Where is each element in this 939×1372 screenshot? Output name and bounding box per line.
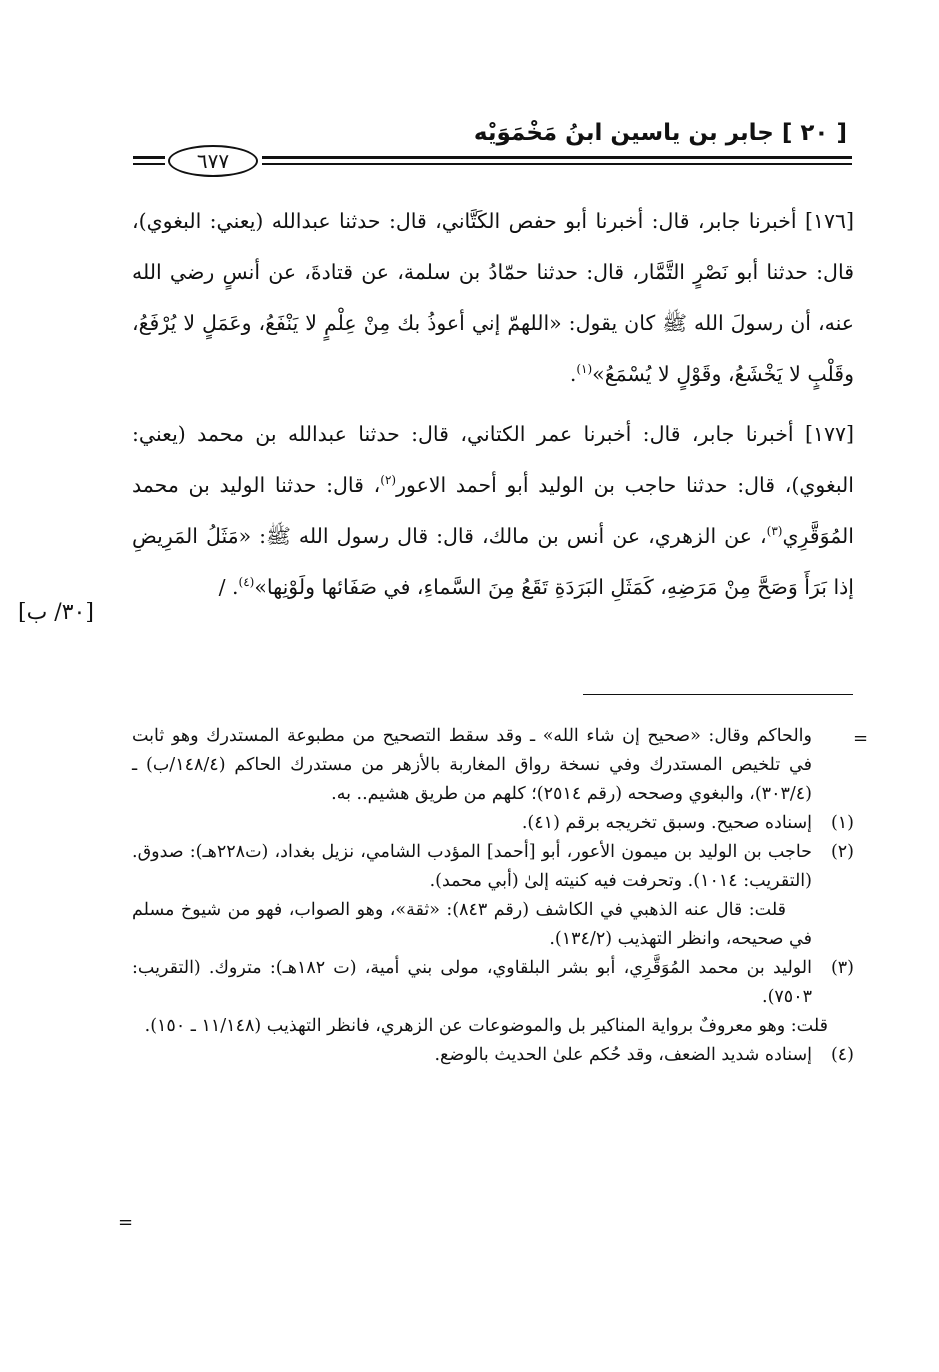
footnote-ref-4[interactable]: (٤)	[238, 575, 255, 590]
footnote-2	[132, 838, 854, 954]
footnote-text: الوليد بن محمد المُوَقَّرِي، أبو بشر البلقاوي، مولى بني أمية، (ت ١٨٢هـ): متروك. (التقريب: ٧٥٠٣).	[132, 958, 813, 1007]
footnote-3-remark: قلت: وهو معروفٌ برواية المناكير بل والموضوعات عن الزهري، فانظر التهذيب (١١/١٤٨ ـ ١٥٠).	[144, 1016, 828, 1036]
hadith-176-text: [١٧٦] أخبرنا جابر، قال: أخبرنا أبو حفص الكَتَّاني، قال: حدثنا عبدالله (يعني: البغوي)، قال: حدثنا أبو نَصْرٍ التَّمَّار، قال: حدثنا حمّادُ بن سلمة، عن قتادةَ، عن أنسٍ رضي الله عنه، أن رسولَ الله ﷺ كان يقول: «اللهمّ إني أعوذُ بك مِنْ عِلْمٍ لا يَنْفَعُ، وعَمَلٍ لا يُرْفَعُ، وقَلْبٍ لا يَخْشَعُ، وقَوْلٍ لا يُسْمَعُ»	[132, 209, 854, 386]
footnote-number: (١)	[830, 813, 854, 833]
footnote-text: إسناده شديد الضعف، وقد حُكم علىٰ الحديث بالوضع.	[434, 1045, 812, 1065]
footnote-number: (٤)	[830, 1045, 854, 1065]
footnote-text: حاجب بن الوليد بن ميمون الأعور، أبو [أحمد] المؤدب الشامي، نزيل بغداد، (ت٢٢٨هـ): صدوق. (التقريب: ١٠١٤). وتحرفت فيه كنيته إلىٰ (أبي محمد).	[132, 842, 812, 891]
footnote-text: قلت: قال عنه الذهبي في الكاشف (رقم ٨٤٣): «ثقة»، وهو الصواب، فهو من شيوخ مسلم في صحيحه، وانظر التهذيب (١٣٤/٢).	[132, 900, 812, 949]
hadith-176-tail: .	[569, 362, 577, 386]
footnote-separator	[583, 694, 853, 695]
footnote-text: إسناده صحيح. وسبق تخريجه برقم (٤١).	[521, 813, 812, 833]
footnote-4	[132, 1041, 854, 1070]
footnote-number: (٣)	[830, 958, 854, 978]
main-text	[132, 196, 854, 613]
continuation-marker-start: =	[853, 728, 869, 749]
footnotes	[132, 722, 854, 1070]
hadith-177-text-2: ، قال: حدثنا الوليد بن محمد المُوَقَّرِي	[132, 473, 854, 548]
hadith-177	[132, 409, 854, 613]
hadith-177-text-1: [١٧٧] أخبرنا جابر، قال: أخبرنا عمر الكتاني، قال: حدثنا عبدالله بن محمد (يعني: البغوي)، قال: حدثنا حاجب بن الوليد أبو أحمد الاعور	[132, 422, 854, 497]
header-rule-right	[262, 156, 852, 165]
hadith-177-text-3: ، عن الزهري، عن أنس بن مالك، قال: قال رسول الله ﷺ: «مَثَلُ المَرِيضِ إذا بَرَأَ وَصَحَّ مِنْ مَرَضِهِ، كَمَثَلِ البَرَدَةِ تَقَعُ مِنَ السَّماءِ، في صَفَائها ولَوْنِها»	[132, 524, 854, 599]
footnote-ref-1[interactable]: (١)	[576, 362, 593, 377]
page-number: ٦٧٧	[168, 145, 258, 177]
continuation-marker-end: =	[118, 1212, 134, 1233]
header-rule-left	[133, 156, 165, 165]
footnote-3	[132, 954, 854, 1012]
manuscript-folio-note: [٣٠/ ب]	[18, 600, 94, 625]
hadith-176	[132, 196, 854, 400]
footnote-ref-3[interactable]: (٣)	[766, 524, 783, 539]
footnote-number: (٢)	[830, 842, 854, 862]
footnote-1	[132, 809, 854, 838]
hadith-177-tail: . /	[218, 575, 239, 599]
running-head: [ ٢٠ ] جابر بن ياسين ابنُ مَخْمَوَيْه	[473, 120, 847, 146]
footnote-ref-2[interactable]: (٢)	[380, 473, 397, 488]
footnote-continuation: والحاكم وقال: «صحيح إن شاء الله» ـ وقد سقط التصحيح من مطبوعة المستدرك وهو ثابت في تلخيص المستدرك وفي نسخة رواق المغاربة بالأزهر من مستدرك الحاكم (١٤٨/٤/ب) ـ (٣٠٣/٤)، والبغوي وصححه (رقم ٢٥١٤)؛ كلهم من طريق هشيم.. به.	[132, 726, 813, 804]
